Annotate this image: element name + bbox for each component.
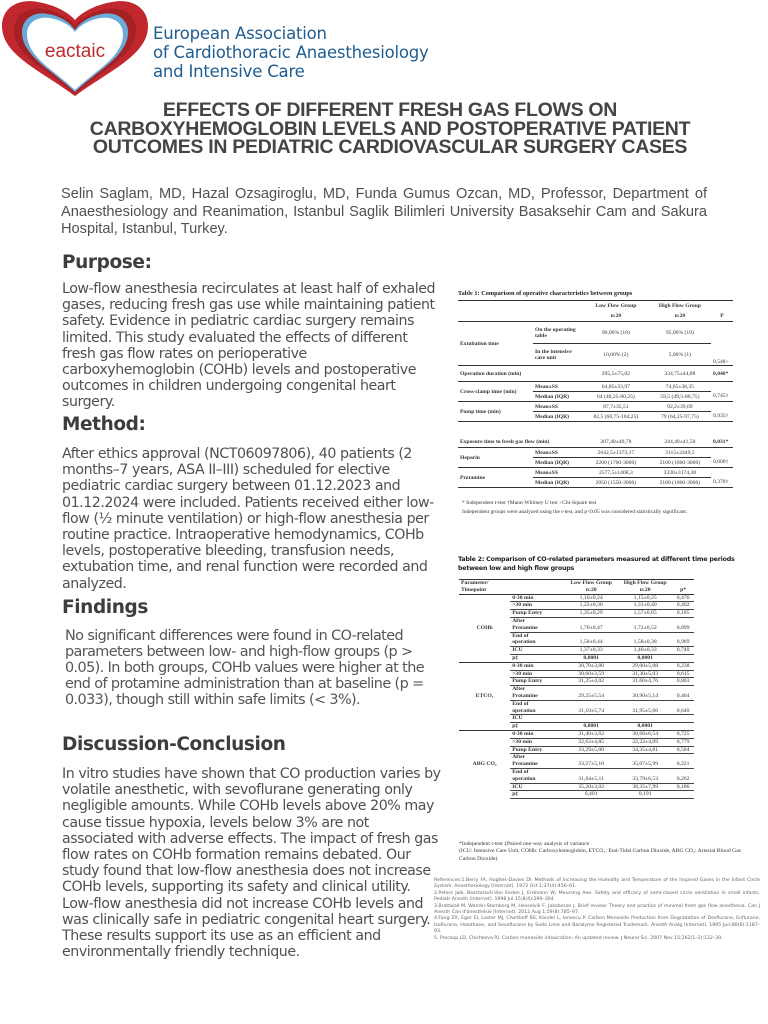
t2-timepoint-line2: Protamine xyxy=(512,761,538,768)
t1-p-value: 0,031* xyxy=(711,422,733,448)
t2-header-low: Low Flow Group xyxy=(564,580,618,587)
reference-item: 2.Peters Jwb, Bezstarosti-Van Eeden J, Erdmann W, Meursing Aee. Safety and efficacy of semi-closed circle ventilation in small infants. Pediatr Anesth [Internet]. 1998 Jul 15;8(4):299–304. xyxy=(434,890,760,903)
t1-row-sublabel: Mean±SS xyxy=(533,402,583,412)
t2-timepoint xyxy=(510,632,564,647)
t1-row-label: On the operating table xyxy=(533,322,583,344)
heart-logo-icon xyxy=(0,0,150,98)
t1-header-high-n: n:20 xyxy=(674,313,686,320)
title-line-3: OUTCOMES IN PEDIATRIC CARDIOVASCULAR SURGERY CASES xyxy=(92,136,688,158)
t1-header-p: P xyxy=(720,313,724,320)
t1-cell: 244,40±41,50 xyxy=(649,422,711,448)
t2-low-value: 32,62±4,85 xyxy=(564,738,618,746)
t2-high-value: 0,0001 xyxy=(618,654,672,662)
t1-cell: 59,5 (49,5-80,75) xyxy=(649,392,711,402)
t2-timepoint: >30 min xyxy=(510,738,564,746)
t2-timepoint-line1: End of xyxy=(512,768,529,775)
t2-timepoint: p‡ xyxy=(510,654,564,662)
t2-low-value: 1,58±0,44 xyxy=(564,632,618,647)
table1-operative-characteristics xyxy=(458,300,733,488)
authors-affiliation: Selin Saglam, MD, Hazal Ozsagiroglu, MD, Funda Gumus Ozcan, MD, Professor, Department of Anaesthesiology and Reanimation, Istanbul Saglik Bilimleri University Basaksehir Cam and Sakura Hospital, Istanbul, Turkey. xyxy=(61,186,707,237)
t2-timepoint: ICU xyxy=(510,715,564,723)
purpose-body: Low-flow anesthesia recirculates at least half of exhaled gases, reducing fresh gas use while maintaining patient safety. Evidence in pediatric cardiac surgery remains limited. This study evaluated the effects of different fresh gas flow rates on perioperative carboxyhemoglobin (COHb) levels and postoperative outcomes in children undergoing congenital heart surgery. xyxy=(62,281,436,411)
t1-row-sublabel: Mean±SS xyxy=(533,382,583,392)
t2-high-value: 31,95±5,66 xyxy=(618,700,672,715)
t1-cell: 87,7±35,51 xyxy=(583,402,649,412)
org-line-2: of Cardiothoracic Anaesthesiology xyxy=(153,43,429,62)
t2-timepoint: Pump Entry xyxy=(510,610,564,618)
t2-low-value: 0,401 xyxy=(564,791,618,799)
t2-low-value: 35,20±3,02 xyxy=(564,783,618,791)
t2-timepoint: ICU xyxy=(510,783,564,791)
t2-timepoint xyxy=(510,754,564,769)
t2-timepoint-line1: After xyxy=(512,754,526,761)
t2-timepoint: Pump Entry xyxy=(510,678,564,686)
t1-cell: 3115±2449,5 xyxy=(649,448,711,458)
findings-heading: Findings xyxy=(62,597,148,618)
t1-row-sublabel: Median (IQR) xyxy=(533,412,583,422)
discussion-heading: Discussion-Conclusion xyxy=(62,734,286,755)
t2-group-label: COHb xyxy=(476,624,493,631)
t2-timepoint: ICU xyxy=(510,647,564,655)
table2-caption: Table 2: Comparison of CO-related parameters measured at different time periods between low and high flow groups xyxy=(458,556,735,572)
t2-high-value: 31,30±5,03 xyxy=(618,670,672,678)
t2-timepoint-line2: Protamine xyxy=(512,624,538,631)
t2-high-value: 1,72±0,52 xyxy=(618,617,672,632)
t2-group-label: ETCO₂ xyxy=(459,662,510,730)
t2-low-value: 0,0001 xyxy=(564,723,618,731)
t2-timepoint: >30 min xyxy=(510,602,564,610)
table-row xyxy=(459,662,694,670)
t1-cell: 2577,5±1468,3 xyxy=(583,468,649,478)
t2-timepoint: p‡ xyxy=(510,791,564,799)
references xyxy=(434,878,760,942)
t2-high-value: 30,90±5,14 xyxy=(618,686,672,701)
t2-p-value xyxy=(672,791,694,799)
t2-timepoint-line1: End of xyxy=(512,700,529,707)
t2-timepoint xyxy=(510,686,564,701)
t1-cell: 5,00% (1) xyxy=(649,344,711,366)
findings-body: No significant differences were found in CO-related parameters between low- and high-flow groups (p > 0.05). In both groups, COHb values were higher at the end of protamine administration than at baseline (p = 0.033), though still within safe limits (< 3%). xyxy=(65,628,424,709)
t2-low-value xyxy=(564,715,618,723)
t1-row-sublabel: Median (IQR) xyxy=(533,478,583,488)
table2-footnote-abbreviations: (ICU: Intensive Care Unit, COHb: Carboxyhemoglobin, ETCO₂: End-Tidal Carbon Dioxide, ABG CO₂: Arterial Blood Gas Carbon Dioxide) xyxy=(459,848,741,862)
t2-low-value: 1,70±0,47 xyxy=(564,617,618,632)
t2-timepoint xyxy=(510,768,564,783)
t2-p-value: 0,640 xyxy=(672,700,694,715)
table2-footnote-tests: *Independent t-test ‡Paired one-way analysis of variance xyxy=(459,841,590,847)
reference-item: References:1.Berry FA, Hughes-Davies DI. Methods of Increasing the Humidity and Temperature of the Inspired Gases in the Infant Circle System. Anesthesiology [Internet]. 1972 Oct 1;37(4):456–61. xyxy=(434,878,760,890)
t2-high-value: 31,60±4,76 xyxy=(618,678,672,686)
t1-cell: 3330±3174,38 xyxy=(649,468,711,478)
poster-title xyxy=(40,101,740,157)
t1-row-label: Cross-clamp time (min) xyxy=(458,382,533,402)
t2-p-value: 0,186 xyxy=(672,783,694,791)
t2-p-value: 0,402 xyxy=(672,602,694,610)
t2-high-value: 1,40±0,33 xyxy=(618,647,672,655)
t2-high-value: 0,0001 xyxy=(618,723,672,731)
t1-row-label: Operation duration (min) xyxy=(458,366,583,382)
t2-p-value: 0,803 xyxy=(672,678,694,686)
method-body: After ethics approval (NCT06097806), 40 patients (2 months–7 years, ASA II–III) scheduled for elective pediatric cardiac surgery between 01.12.2023 and 01.12.2024 were included. Patients received either low-flow (½ minute ventilation) or high-flow anesthesia per routine practice. Intraoperative hemodynamics, COHb levels, postoperative bleeding, transfusion needs, extubation time, and renal function were recorded and analyzed. xyxy=(62,446,434,592)
t2-low-value: 33,27±5,10 xyxy=(564,754,618,769)
discussion-paragraph-1: In vitro studies have shown that CO production varies by volatile anesthetic, with sevoflurane generating only negligible amounts. While COHb levels above 20% may cause tissue hypoxia, levels below 3% are not associated with adverse effects. The impact of fresh gas flow rates on COHb formation remains debated. Our study found that low-flow anesthesia does not increase COHb levels, supporting its safety and clinical utility. xyxy=(62,766,441,896)
reference-item: 3.Brattwall M, Warrén-Stomberg M, Hesselvik F, Jakobsson J. Brief review: Theory and practice of minimal fresh gas flow anesthesia. Can J Anesth Can d'anesthésie [Internet]. 2012 Aug 1;59(8):785–97. xyxy=(434,903,760,916)
t1-cell: 92,2±39,69 xyxy=(649,402,711,412)
t1-cell: 207,40±40,78 xyxy=(583,422,649,448)
t1-cell: 2642,5±1373,17 xyxy=(583,448,649,458)
t2-timepoint: Pump Entry xyxy=(510,746,564,754)
t2-timepoint: 0-30 min xyxy=(510,662,564,670)
method-heading: Method: xyxy=(62,414,146,435)
table2-notes xyxy=(459,841,759,863)
title-line-2: CARBOXYHEMOGLOBIN LEVELS AND POSTOPERATIVE PATIENT xyxy=(89,117,691,140)
t1-cell: 2200 (1700-3000) xyxy=(583,458,649,468)
t2-p-value: 0,504 xyxy=(672,746,694,754)
svg-text:eactaic: eactaic xyxy=(44,41,106,62)
t2-p-value xyxy=(672,715,694,723)
t2-timepoint xyxy=(510,700,564,715)
purpose-heading: Purpose: xyxy=(62,252,152,273)
t2-low-value: 29,25±5,54 xyxy=(564,686,618,701)
t1-cell: 64,85±33,97 xyxy=(583,382,649,392)
t1-row-sublabel: Median (IQR) xyxy=(533,458,583,468)
discussion-body xyxy=(62,766,442,960)
t1-row-label: Exposure time to fresh gas flow (min) xyxy=(458,422,583,448)
t2-low-value: 33,29±5,00 xyxy=(564,746,618,754)
t1-cell: 64 (40,25-80,25) xyxy=(583,392,649,402)
t2-high-value: 1,15±0,25 xyxy=(618,594,672,602)
t2-header-p: p* xyxy=(672,587,694,594)
t2-timepoint-line2: operation xyxy=(512,775,536,782)
t2-timepoint-line2: operation xyxy=(512,639,536,646)
t2-timepoint: >30 min xyxy=(510,670,564,678)
t2-high-value: 33,79±6,53 xyxy=(618,768,672,783)
reference-item: 5. Prockop LD, Chichkova RI. Carbon monoxide intoxication: An updated review. J Neurol Sci. 2007 Nov 15;262(1–2):122–30. xyxy=(434,935,723,941)
t2-high-value: 35,07±5,99 xyxy=(618,754,672,769)
t2-p-value: 0,779 xyxy=(672,738,694,746)
t2-p-value: 0,185 xyxy=(672,610,694,618)
t2-high-value: 34,35±4,81 xyxy=(618,746,672,754)
t2-high-value: 0,191 xyxy=(618,791,672,799)
t2-p-value: 0,238 xyxy=(672,662,694,670)
t2-timepoint-line2: Protamine xyxy=(512,692,538,699)
t2-low-value: 1,22±0,30 xyxy=(564,602,618,610)
t1-p-value: 0,048* xyxy=(711,366,733,382)
t2-timepoint-line2: operation xyxy=(512,707,536,714)
t2-header-high-n: n:20 xyxy=(618,587,672,594)
discussion-paragraph-2: Low-flow anesthesia did not increase COHb levels and was clinically safe in pediatric congenital heart surgery. These results support its use as an efficient and environmentally friendly technique. xyxy=(62,895,431,961)
t1-cell: 90,00% (18) xyxy=(583,322,649,344)
table1-caption: Table 1: Comparison of operative characteristics between groups xyxy=(458,290,633,297)
t2-low-value: 0,0001 xyxy=(564,654,618,662)
table-row xyxy=(459,730,694,738)
t2-low-value: 31,40±3,62 xyxy=(564,730,618,738)
reference-item: 4.Fang ZX, Eger EI, Laster MJ, Chortkoff BS, Kandel L, Ionescu P. Carbon Monoxide Production from Degradation of Desflurane, Enflurane, Isoflurane, Halothane, and Sevoflurane by Soda Lime and Baralyme Registered Trademark. Anesth Analg [Internet]. 1995 Jun;80(6):1187–93. xyxy=(434,916,760,935)
eactaic-logo xyxy=(0,0,150,98)
t1-header-low: Low Flow Group xyxy=(583,301,649,312)
t2-low-value: 31,25±4,02 xyxy=(564,678,618,686)
t1-cell: 10,00% (2) xyxy=(583,344,649,366)
t2-low-value: 30,70±3,80 xyxy=(564,662,618,670)
t2-high-value: 1,31±0,40 xyxy=(618,602,672,610)
t2-low-value: 1,10±0,24 xyxy=(564,594,618,602)
t1-row-sublabel: Median (IQR) xyxy=(533,392,583,402)
t2-high-value xyxy=(618,715,672,723)
t2-high-value: 29,00±5,08 xyxy=(618,662,672,670)
t1-row-label: In the intensive care unit xyxy=(533,344,583,366)
t1-p-value: 0,935† xyxy=(713,413,729,420)
t1-row-label: Pump time (min) xyxy=(458,402,533,422)
t1-row-label: Heparin xyxy=(458,448,533,468)
t2-low-value: 1,37±0,33 xyxy=(564,647,618,655)
t1-header-low-n: n:20 xyxy=(610,313,622,320)
t1-header-high: High Flow Group xyxy=(649,301,711,312)
t2-low-value: 31,10±5,74 xyxy=(564,700,618,715)
t1-cell: 82,5 (60,75-104,25) xyxy=(583,412,649,422)
t2-p-value: 0,969 xyxy=(672,632,694,647)
t1-cell: 2100 (1800-3000) xyxy=(649,458,711,468)
org-line-1: European Association xyxy=(153,24,327,43)
t2-high-value: 32,22±4,09 xyxy=(618,738,672,746)
table-row xyxy=(459,594,694,602)
t1-row-sublabel: Mean±SS xyxy=(533,468,583,478)
t2-header-low-n: n:20 xyxy=(564,587,618,594)
t2-p-value: 0,615 xyxy=(672,670,694,678)
table1-notes xyxy=(462,499,687,517)
t2-low-value: 1,35±0,29 xyxy=(564,610,618,618)
t2-header-timepoint: Timepoint xyxy=(459,587,510,594)
t2-high-value: 38,35±7,99 xyxy=(618,783,672,791)
t2-p-value: 0,221 xyxy=(672,754,694,769)
t2-p-value: 0,899 xyxy=(672,617,694,632)
table1-footnote-tests: * Independent t-test †Mann-Whitney U test ÷Chi-Square test xyxy=(462,500,597,506)
t1-cell: 295,5±75,02 xyxy=(583,366,649,382)
organization-name xyxy=(153,24,429,81)
table2-co-parameters xyxy=(459,579,694,799)
t2-low-value: 30,60±3,59 xyxy=(564,670,618,678)
t1-cell: 2100 (1800-3000) xyxy=(649,478,711,488)
t1-p-value: 0,606† xyxy=(713,459,729,466)
t2-timepoint: 0-30 min xyxy=(510,594,564,602)
t1-cell: 74,65±38,35 xyxy=(649,382,711,392)
t1-p-value: 0,745† xyxy=(713,393,729,400)
title-line-1: EFFECTS OF DIFFERENT FRESH GAS FLOWS ON xyxy=(162,99,618,121)
t1-p-value: 0,548÷ xyxy=(713,359,729,365)
t2-high-value: 30,66±6,54 xyxy=(618,730,672,738)
t1-cell: 79 (64,25-97,75) xyxy=(649,412,711,422)
t1-cell: 95,00% (19) xyxy=(649,322,711,344)
t1-row-sublabel: Mean±SS xyxy=(533,448,583,458)
t1-cell: 2050 (1550-3000) xyxy=(583,478,649,488)
org-line-3: and Intensive Care xyxy=(153,62,305,81)
t2-timepoint-line1: End of xyxy=(512,632,529,639)
t2-high-value: 1,57±0,65 xyxy=(618,610,672,618)
t2-timepoint: p‡ xyxy=(510,723,564,731)
t2-p-value: 0,476 xyxy=(672,594,694,602)
t2-p-value xyxy=(672,654,694,662)
t2-group-label: ABG CO₂ xyxy=(459,730,510,798)
table1-footnote-significance: Independent groups were analyzed using the t-test, and p<0.05 was considered statistically significant. xyxy=(462,509,688,515)
t1-row-label: Protamine xyxy=(458,468,533,488)
t2-low-value: 31,64±5,11 xyxy=(564,768,618,783)
t2-timepoint-line1: After xyxy=(512,617,526,624)
t2-p-value: 0,464 xyxy=(672,686,694,701)
t1-p-value: 0,378† xyxy=(713,479,729,486)
t2-header-param: Parameter/ xyxy=(459,580,510,587)
t2-p-value: 0,740 xyxy=(672,647,694,655)
t2-timepoint-line1: After xyxy=(512,686,526,693)
t2-timepoint: 0-30 min xyxy=(510,730,564,738)
t2-timepoint xyxy=(510,617,564,632)
t2-header-high: High Flow Group xyxy=(618,580,672,587)
t1-cell: 334,75±44,88 xyxy=(649,366,711,382)
t2-p-value: 0,725 xyxy=(672,730,694,738)
t2-high-value: 1,58±0,38 xyxy=(618,632,672,647)
t2-p-value: 0,262 xyxy=(672,768,694,783)
t1-extubation-label: Extubation time xyxy=(458,322,533,366)
t2-p-value xyxy=(672,723,694,731)
